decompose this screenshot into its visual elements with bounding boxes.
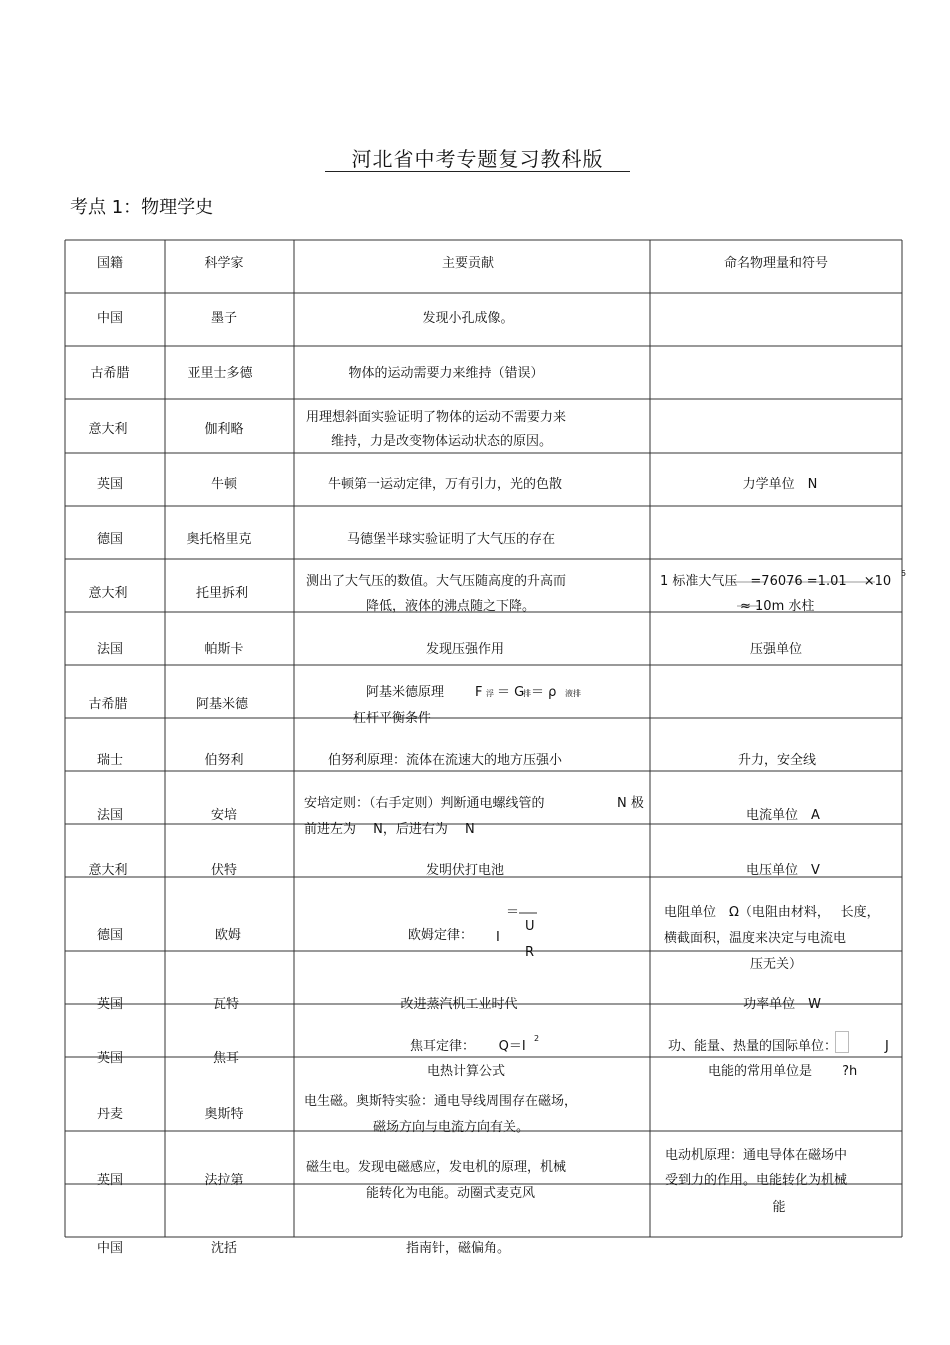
formula-u: U [525,919,535,934]
cell-named-line2: 横截面积，温度来决定与电流电 [664,931,847,946]
cell-contribution-line2: 降低，液体的沸点随之下降。 [366,599,536,614]
cell-country: 中国 [96,1241,124,1256]
cell-scientist: 托里拆利 [195,586,249,601]
cell-scientist: 安培 [210,808,238,823]
cell-scientist: 亚里士多德 [187,366,253,381]
cell-named-quantity: 力学单位 N [742,477,818,492]
cell-scientist: 阿基米德 [195,697,249,712]
cell-named-line2: 受到力的作用。电能转化为机械 [665,1173,848,1188]
cell-contribution-line2: 磁场方向与电流方向有关。 [373,1120,530,1135]
cell-country: 中国 [96,311,124,326]
cell-scientist: 墨子 [210,311,238,326]
cell-contribution-pole: N 极 [617,796,644,811]
cell-contribution: 发明伏打电池 [425,863,505,878]
cell-named-unit: J [885,1039,889,1054]
cell-contribution: 物体的运动需要力来维持（错误） [348,366,544,381]
cell-named-line3: 能 [772,1200,786,1215]
cell-scientist: 伏特 [210,863,238,878]
cell-named-line2: 电能的常用单位是 ?h [708,1064,858,1079]
cell-named-line1: 电动机原理：通电导体在磁场中 [665,1148,848,1163]
cell-contribution: 牛顿第一运动定律，万有引力，光的色散 [327,477,563,492]
cell-country: 法国 [96,642,124,657]
cell-country: 丹麦 [96,1107,124,1122]
cell-named-line2: ≈ 10m 水柱 [740,599,815,614]
cell-contribution-line1: 用理想斜面实验证明了物体的运动不需要力来 [306,410,567,425]
header-scientist: 科学家 [204,256,244,271]
header-contribution: 主要贡献 [441,256,495,271]
cell-country: 英国 [96,1173,124,1188]
cell-contribution-line2: 维持，力是改变物体运动状态的原因。 [331,434,553,449]
cell-contribution-line2: 电热计算公式 [426,1064,506,1079]
cell-contribution-line1: 焦耳定律： Q＝I [410,1039,526,1054]
formula-equals: ＝ [506,905,520,920]
cell-country: 瑞士 [96,753,124,768]
formula-end: ＝ ρ [531,685,557,700]
page-title: 河北省中考专题复习教科版 [351,147,604,171]
cell-named-line1: 电阻单位 Ω（电阻由材料， 长度， [664,905,880,920]
cell-country: 古希腊 [88,697,128,712]
cell-contribution: 发现小孔成像。 [422,311,514,326]
formula-sub: 浮 [486,689,494,698]
cell-contribution-line1: 测出了大气压的数值。大气压随高度的升高而 [306,574,567,589]
cell-named-quantity: 升力，安全线 [737,753,817,768]
cell-scientist: 欧姆 [214,928,242,943]
formula-f: F [475,685,483,700]
cell-country: 法国 [96,808,124,823]
cell-contribution: 改进蒸汽机工业时代 [400,997,518,1012]
cell-scientist: 沈括 [210,1241,238,1256]
cell-contribution-line1: 阿基米德原理 [366,685,445,700]
exponent: 5 [901,569,907,578]
formula-sub: 排 [523,689,531,698]
formula-r: R [525,945,535,960]
cell-named-line1: 1 标准大气压 =76076 =1.01 ×10 [660,574,892,589]
cell-scientist: 法拉第 [204,1173,244,1188]
formula-sub: 液排 [565,689,581,698]
cell-contribution: 马德堡半球实验证明了大气压的存在 [346,532,556,547]
cell-scientist: 奥斯特 [204,1107,244,1122]
cell-contribution-line2: 前进左为 N，后进右为 N [304,822,475,837]
cell-contribution-line1: 电生磁。奥斯特实验：通电导线周围存在磁场， [304,1094,578,1109]
cell-scientist: 帕斯卡 [204,642,244,657]
header-named-quantity: 命名物理量和符号 [723,256,829,271]
cell-contribution-line2: 杠杆平衡条件 [353,711,432,726]
cell-country: 英国 [96,997,124,1012]
title-underline [325,171,630,172]
cell-named-quantity: 压强单位 [749,642,803,657]
cell-country: 德国 [96,532,124,547]
cell-contribution-line2: 能转化为电能。动圈式麦克风 [366,1186,536,1201]
cell-scientist: 伯努利 [204,753,244,768]
formula-i: I [496,930,500,945]
cell-contribution-line1: 磁生电。发现电磁感应，发电机的原理，机械 [306,1160,567,1175]
cell-country: 意大利 [88,422,128,437]
placeholder-box [835,1031,849,1053]
cell-country: 英国 [96,1051,124,1066]
cell-country: 古希腊 [90,366,130,381]
cell-contribution-line1: 安培定则：（右手定则）判断通电螺线管的 [304,796,545,811]
exponent: 2 [534,1034,540,1043]
cell-contribution: 欧姆定律： [408,928,474,943]
section-heading: 考点 1：物理学史 [70,197,214,218]
cell-scientist: 瓦特 [212,997,240,1012]
header-country: 国籍 [96,256,124,271]
cell-country: 意大利 [88,863,128,878]
cell-named-line1: 功、能量、热量的国际单位： [668,1039,838,1054]
cell-scientist: 牛顿 [210,477,238,492]
cell-scientist: 伽利略 [204,422,244,437]
formula-mid: ＝ G [497,685,525,700]
cell-contribution: 伯努利原理：流体在流速大的地方压强小 [327,753,563,768]
cell-named-quantity: 电流单位 A [746,808,820,823]
cell-contribution: 发现压强作用 [425,642,505,657]
cell-scientist: 焦耳 [212,1051,240,1066]
cell-country: 英国 [96,477,124,492]
cell-named-quantity: 功率单位 W [743,997,821,1012]
cell-country: 意大利 [88,586,128,601]
cell-country: 德国 [96,928,124,943]
cell-contribution: 指南针，磁偏角。 [405,1241,511,1256]
cell-scientist: 奥托格里克 [186,532,252,547]
cell-named-quantity: 电压单位 V [746,863,820,878]
cell-named-line3: 压无关） [750,957,803,972]
